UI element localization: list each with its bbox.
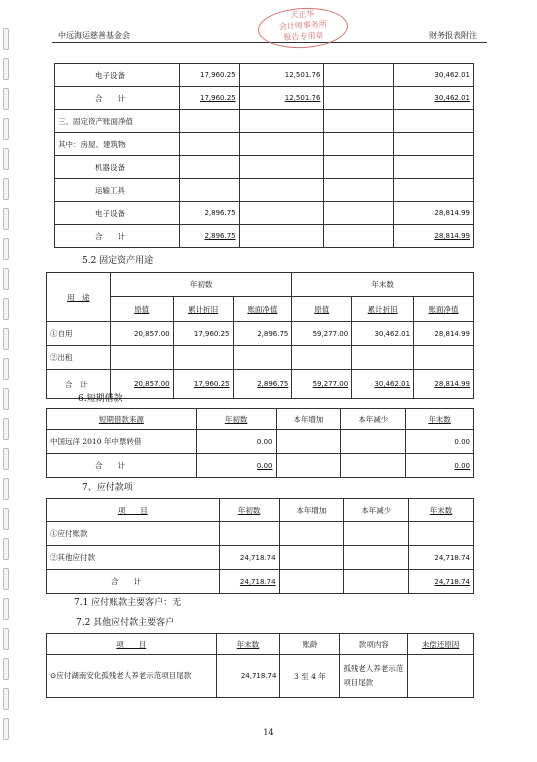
amount-cell bbox=[239, 133, 324, 156]
row-label: 合 计 bbox=[55, 87, 180, 110]
amount-cell: 28,814.99 bbox=[394, 202, 474, 225]
row-label: ①自用 bbox=[47, 322, 111, 346]
binding-hole bbox=[3, 118, 9, 140]
header-purpose: 用 途 bbox=[47, 273, 111, 322]
binding-hole bbox=[3, 88, 9, 110]
header-row bbox=[47, 409, 474, 430]
binding-hole bbox=[3, 328, 9, 350]
amount-cell bbox=[324, 225, 394, 248]
column-header: 本年减少 bbox=[341, 409, 406, 430]
table-row bbox=[55, 64, 474, 87]
sub-header: 累计折旧 bbox=[173, 297, 233, 322]
table-row bbox=[55, 156, 474, 179]
amount-cell bbox=[409, 522, 474, 546]
amount-cell bbox=[276, 454, 341, 478]
section-7-2-title: 7.2 其他应付款主要客户 bbox=[76, 618, 175, 628]
amount-cell: 0.00 bbox=[196, 430, 276, 454]
sub-header: 原值 bbox=[110, 297, 173, 322]
column-header: 年初数 bbox=[196, 409, 276, 430]
amount-cell bbox=[352, 346, 414, 370]
table-row bbox=[55, 110, 474, 133]
amount-cell bbox=[179, 156, 239, 179]
column-header: 年末数 bbox=[406, 409, 474, 430]
row-label: ①应付账款 bbox=[47, 522, 220, 546]
amount-cell bbox=[110, 346, 173, 370]
row-label: 电子设备 bbox=[55, 64, 180, 87]
amount-cell bbox=[324, 64, 394, 87]
row-label: 合 计 bbox=[47, 570, 220, 594]
aging-cell: 3 至 4 年 bbox=[280, 655, 340, 698]
amount-cell: 28,814.99 bbox=[394, 225, 474, 248]
binding-hole bbox=[3, 568, 9, 590]
section-7-1-title: 7.1 应付账款主要客户：无 bbox=[74, 598, 182, 608]
asset-use-table bbox=[46, 272, 474, 399]
payables-table bbox=[46, 498, 474, 594]
section-5-2-title: 5.2 固定资产用途 bbox=[82, 256, 154, 266]
table-row bbox=[55, 133, 474, 156]
amount-cell bbox=[341, 454, 406, 478]
amount-cell: 20,857.00 bbox=[110, 322, 173, 346]
amount-cell: 12,501.76 bbox=[239, 64, 324, 87]
column-header: 年末数 bbox=[216, 634, 280, 655]
binding-hole bbox=[3, 208, 9, 230]
amount-cell: 30,462.01 bbox=[352, 370, 414, 399]
binding-hole bbox=[3, 688, 9, 710]
section-7-title: 7、应付款项 bbox=[82, 483, 133, 493]
binding-hole bbox=[3, 58, 9, 80]
row-label: 运输工具 bbox=[55, 179, 180, 202]
column-header: 账龄 bbox=[280, 634, 340, 655]
table-row bbox=[55, 87, 474, 110]
amount-cell: 30,462.01 bbox=[394, 64, 474, 87]
row-label: 其中：房屋、建筑物 bbox=[55, 133, 180, 156]
column-header: 年末数 bbox=[409, 499, 474, 522]
table-row bbox=[47, 454, 474, 478]
table-row bbox=[47, 546, 474, 570]
header-organization: 中远海运慈善基金会 bbox=[58, 31, 130, 40]
row-label: 合 计 bbox=[47, 370, 111, 399]
binding-hole bbox=[3, 238, 9, 260]
amount-cell: 0.00 bbox=[406, 430, 474, 454]
binding-hole bbox=[3, 178, 9, 200]
binding-hole bbox=[3, 28, 9, 50]
table-row bbox=[55, 202, 474, 225]
amount-cell: 59,277.00 bbox=[292, 370, 352, 399]
column-header: 款项内容 bbox=[340, 634, 408, 655]
row-label: 三、固定资产账面净值 bbox=[55, 110, 180, 133]
fixed-asset-table bbox=[54, 63, 474, 248]
amount-cell: 2,896.75 bbox=[233, 322, 292, 346]
amount-cell bbox=[344, 546, 409, 570]
amount-cell bbox=[341, 430, 406, 454]
row-label: 机器设备 bbox=[55, 156, 180, 179]
table-row bbox=[55, 179, 474, 202]
header-section-title: 财务报表附注 bbox=[429, 31, 477, 40]
amount-cell bbox=[394, 133, 474, 156]
amount-cell bbox=[239, 202, 324, 225]
row-label: 合 计 bbox=[47, 454, 197, 478]
amount-cell bbox=[239, 179, 324, 202]
amount-cell bbox=[276, 430, 341, 454]
amount-cell: 17,960.25 bbox=[179, 64, 239, 87]
content-cell: 孤残老人养老示范项目尾款 bbox=[340, 655, 408, 698]
amount-cell bbox=[279, 570, 344, 594]
column-header: 本年增加 bbox=[276, 409, 341, 430]
binding-hole bbox=[3, 388, 9, 410]
amount-cell: 24,718.74 bbox=[219, 570, 279, 594]
binding-hole bbox=[3, 658, 9, 680]
binding-hole bbox=[3, 298, 9, 320]
column-header: 本年减少 bbox=[344, 499, 409, 522]
other-payables-customer-table bbox=[46, 633, 474, 698]
amount-cell bbox=[179, 110, 239, 133]
amount-cell: 28,814.99 bbox=[414, 370, 474, 399]
amount-cell: 2,896.75 bbox=[179, 202, 239, 225]
header-row bbox=[47, 634, 474, 655]
amount-cell: 24,718.74 bbox=[409, 546, 474, 570]
binding-hole bbox=[3, 268, 9, 290]
amount-cell bbox=[414, 346, 474, 370]
amount-cell bbox=[324, 156, 394, 179]
amount-cell: 12,501.76 bbox=[239, 87, 324, 110]
binding-hole bbox=[3, 418, 9, 440]
header-year-end: 年末数 bbox=[292, 273, 474, 297]
amount-cell bbox=[324, 87, 394, 110]
amount-cell: 17,960.25 bbox=[179, 87, 239, 110]
section-6-title: 6.短期借款 bbox=[78, 394, 123, 404]
binding-hole bbox=[3, 538, 9, 560]
table-row bbox=[47, 570, 474, 594]
amount-cell: 24,718.74 bbox=[219, 546, 279, 570]
column-header: 未偿还原因 bbox=[408, 634, 474, 655]
amount-cell: 0.00 bbox=[196, 454, 276, 478]
binding-hole bbox=[3, 448, 9, 470]
amount-cell: 24,718.74 bbox=[216, 655, 280, 698]
amount-cell bbox=[292, 346, 352, 370]
table-row bbox=[47, 655, 474, 698]
table-row bbox=[47, 522, 474, 546]
row-label: ②出租 bbox=[47, 346, 111, 370]
header-year-begin: 年初数 bbox=[110, 273, 292, 297]
binding-hole bbox=[3, 478, 9, 500]
binding-holes bbox=[3, 28, 9, 748]
amount-cell bbox=[233, 346, 292, 370]
column-header: 短期借款来源 bbox=[47, 409, 197, 430]
sub-header: 原值 bbox=[292, 297, 352, 322]
row-label: 电子设备 bbox=[55, 202, 180, 225]
amount-cell bbox=[324, 202, 394, 225]
column-header: 项 目 bbox=[47, 499, 220, 522]
binding-hole bbox=[3, 598, 9, 620]
amount-cell bbox=[344, 570, 409, 594]
amount-cell bbox=[179, 179, 239, 202]
table-row bbox=[47, 430, 474, 454]
amount-cell bbox=[179, 133, 239, 156]
row-label: ②其他应付款 bbox=[47, 546, 220, 570]
column-header: 项 目 bbox=[47, 634, 217, 655]
column-header: 本年增加 bbox=[279, 499, 344, 522]
reason-cell bbox=[408, 655, 474, 698]
page-number: 14 bbox=[263, 728, 274, 737]
amount-cell: 24,718.74 bbox=[409, 570, 474, 594]
table-row bbox=[47, 346, 474, 370]
amount-cell: 2,896.75 bbox=[233, 370, 292, 399]
amount-cell: 17,960.25 bbox=[173, 370, 233, 399]
column-header: 年初数 bbox=[219, 499, 279, 522]
row-label: 中国远洋 2010 年中票转借 bbox=[47, 430, 197, 454]
binding-hole bbox=[3, 148, 9, 170]
amount-cell: 30,462.01 bbox=[394, 87, 474, 110]
amount-cell bbox=[173, 346, 233, 370]
amount-cell bbox=[324, 179, 394, 202]
amount-cell bbox=[279, 546, 344, 570]
amount-cell: 2,896.75 bbox=[179, 225, 239, 248]
header-row bbox=[47, 499, 474, 522]
auditor-seal: 天正华 会计师事务所 报告专用章 bbox=[257, 6, 349, 51]
amount-cell bbox=[324, 133, 394, 156]
amount-cell bbox=[239, 225, 324, 248]
amount-cell: 0.00 bbox=[406, 454, 474, 478]
amount-cell: 28,814.99 bbox=[414, 322, 474, 346]
amount-cell bbox=[394, 110, 474, 133]
table-row bbox=[55, 225, 474, 248]
amount-cell bbox=[219, 522, 279, 546]
amount-cell: 17,960.25 bbox=[173, 322, 233, 346]
amount-cell: 30,462.01 bbox=[352, 322, 414, 346]
row-label: 合 计 bbox=[55, 225, 180, 248]
sub-header: 账面净值 bbox=[414, 297, 474, 322]
row-label: ⊙应付湖南安化孤残老人养老示范项目尾款 bbox=[47, 655, 217, 698]
sub-header: 累计折旧 bbox=[352, 297, 414, 322]
amount-cell bbox=[239, 156, 324, 179]
short-term-loan-table bbox=[46, 408, 474, 478]
binding-hole bbox=[3, 628, 9, 650]
sub-header: 账面净值 bbox=[233, 297, 292, 322]
amount-cell bbox=[344, 522, 409, 546]
amount-cell: 59,277.00 bbox=[292, 322, 352, 346]
amount-cell bbox=[324, 110, 394, 133]
amount-cell bbox=[279, 522, 344, 546]
amount-cell bbox=[394, 179, 474, 202]
table-row bbox=[47, 322, 474, 346]
binding-hole bbox=[3, 358, 9, 380]
amount-cell bbox=[239, 110, 324, 133]
amount-cell: 20,857.00 bbox=[110, 370, 173, 399]
amount-cell bbox=[394, 156, 474, 179]
binding-hole bbox=[3, 508, 9, 530]
